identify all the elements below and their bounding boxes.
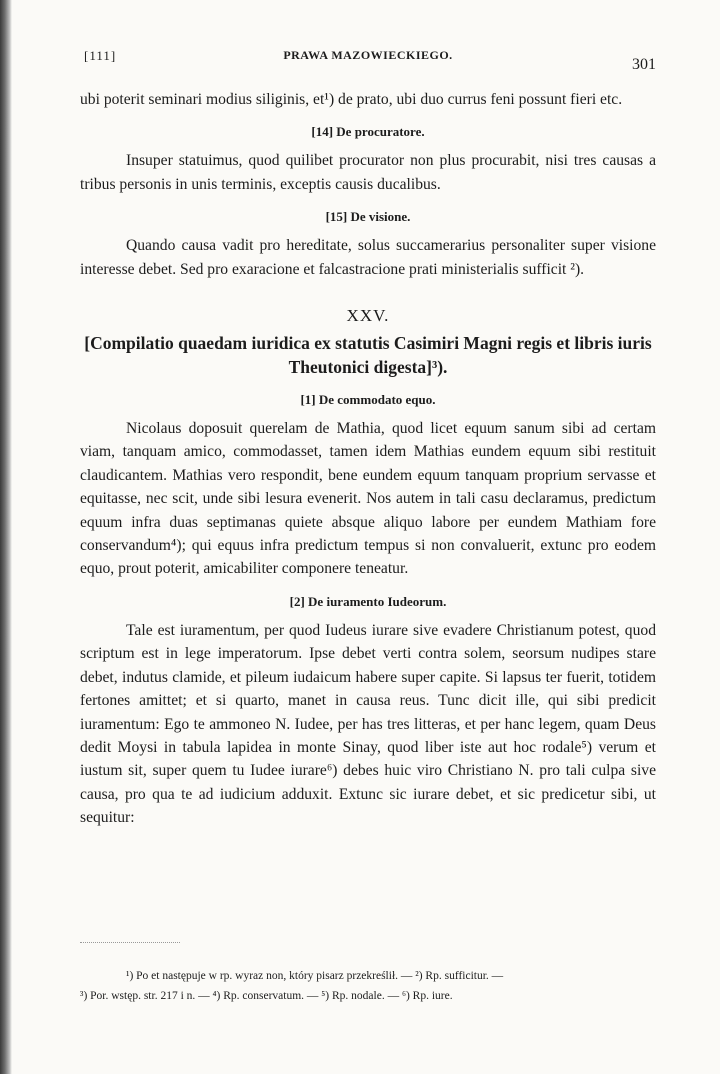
chapter-title: [Compilatio quaedam iuridica ex statutis Casimiri Magni regis et libris iuris Theutonici digesta]³). (84, 333, 652, 378)
section-text-15: Quando causa vadit pro hereditate, solus succamerarius personaliter super visione interesse debet. Sed pro exaracione et falcastracione prati ministerialis sufficit ²). (80, 237, 656, 278)
section-heading-14: [14] De procuratore. (311, 124, 425, 140)
footnote-line: ³) Por. wstęp. str. 217 i n. — ⁴) Rp. conservatum. — ⁵) Rp. nodale. — ⁶) Rp. iure. (80, 990, 453, 1002)
section-text-2: Tale est iuramentum, per quod Iudeus iurare sive evadere Christianum potest, quod scriptum est in lege imperatorum. Ipse debet verti contra solem, seorsum nudipes stare debet, indutus clamide, et pileum iudaicum habere super capite. Si lapsus ter fuerit, totidem fertones amittet; et si quarto, manet in causa reus. Tunc dicit ille, qui sibi predicit iuramentum: Ego te ammoneo N. Iudee, per has tres litteras, et per hanc legem, quam Deus dedit Moysi in tabula lapidea in monte Sinay, quod liber iste aut hoc rodale⁵) verum et iustum sit, super quem tu Iudee iurare⁶) debes huic viro Christiano N. pro tali culpa sive causa, pro qua te ad iudicium adduxit. Extunc sic iurare debet, et sic predicetur sibi, ut sequitur: (80, 621, 656, 827)
section-text-14: Insuper statuimus, quod quilibet procurator non plus procurabit, nisi tres causas a tribus personis in unis terminis, exceptis causis ducalibus. (80, 152, 656, 193)
header-section-mark: [111] (84, 48, 117, 63)
section-heading-15: [15] De visione. (325, 209, 411, 225)
footnotes (80, 966, 656, 1006)
footnote-line: ¹) Po et następuje w rp. wyraz non, który pisarz przekreślił. — ²) Rp. sufficitur. — (126, 970, 504, 982)
continued-paragraph: ubi poterit seminari modius siliginis, et¹) de prato, ubi duo currus feni possunt fieri etc. (80, 91, 623, 108)
page (80, 0, 656, 1074)
page-binding-edge (0, 0, 12, 1074)
page-body (80, 88, 656, 830)
footnote-rule (80, 942, 180, 943)
section-heading-1: [1] De commodato equo. (300, 392, 436, 408)
header-title: PRAWA MAZOWIECKIEGO. (283, 48, 453, 62)
section-heading-2: [2] De iuramento Iudeorum. (289, 593, 447, 609)
page-number: 301 (632, 56, 656, 73)
chapter-number: XXV. (346, 306, 390, 326)
section-text-1: Nicolaus doposuit querelam de Mathia, quod licet equum sanum sibi ad certam viam, tanquam amico, commodasset, tamen idem Mathias eundem equum sibi restituit claudicantem. Mathias vero respondit, bene eundem equum tanquam proprium servasse et equitasse, nec scit, unde sibi lesura evenerit. Nos autem in tali casu declaramus, predictum equum infra duas septimanas quiete absque aliquo labore per eundem Mathiam fore conservandum⁴); qui equus infra predictum tempus si non convaluerit, extunc pro eodem equo, prout poterit, amicabiliter componere teneatur. (80, 420, 656, 578)
running-header (80, 46, 656, 76)
